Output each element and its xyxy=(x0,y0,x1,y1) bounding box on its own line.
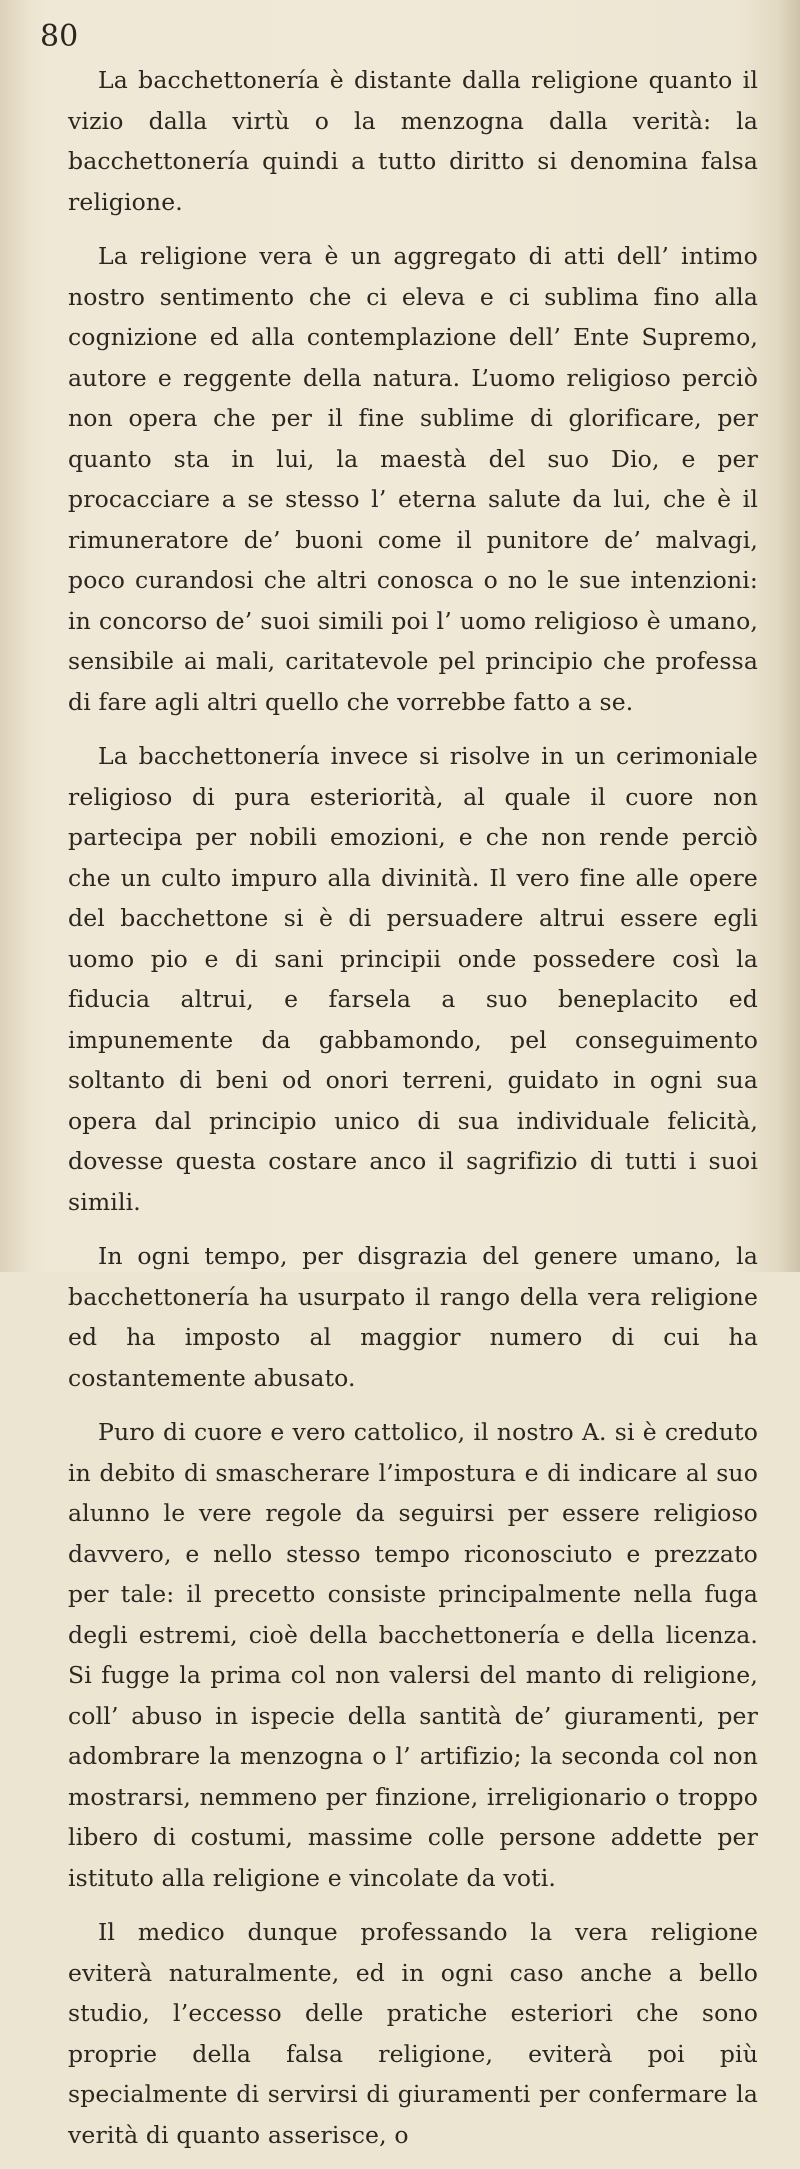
body-text xyxy=(68,60,758,2169)
page-number: 80 xyxy=(40,19,79,54)
page-gutter-shading xyxy=(0,0,30,1272)
paragraph-1: La bacchettonería è distante dalla religione quanto il vizio dalla virtù o la menzogna dalla verità: la bacchettonería quindi a tutto diritto si denomina falsa religione. xyxy=(68,66,758,216)
paragraph-2: La religione vera è un aggregato di atti dell’ intimo nostro sentimento che ci eleva e ci sublima fino alla cognizione ed alla contemplazione dell’ Ente Supremo, autore e reggente della natura. L’uomo religioso perciò non opera che per il fine sublime di glorificare, per quanto sta in lui, la maestà del suo Dio, e per procacciare a se stesso l’ eterna salute da lui, che è il rimuneratore de’ buoni come il punitore de’ malvagi, poco curandosi che altri conosca o no le sue intenzioni: in concorso de’ suoi simili poi l’ uomo religioso è umano, sensibile ai mali, caritatevole pel principio che professa di fare agli altri quello che vorrebbe fatto a se. xyxy=(68,242,758,716)
page-edge-shading xyxy=(778,0,800,1272)
paragraph-5: Puro di cuore e vero cattolico, il nostro A. si è creduto in debito di smascherare l’impostura e di indicare al suo alunno le vere regole da seguirsi per essere religioso davvero, e nello stesso tempo riconosciuto e prezzato per tale: il precetto consiste principalmente nella fuga degli estremi, cioè della bacchettonería e della licenza. Si fugge la prima col non valersi del manto di religione, coll’ abuso in ispecie della santità de’ giuramenti, per adombrare la menzogna o l’ artifizio; la seconda col non mostrarsi, nemmeno per finzione, irreligionario o troppo libero di costumi, massime colle persone addette per istituto alla religione e vincolate da voti. xyxy=(68,1418,758,1892)
paragraph-3: La bacchettonería invece si risolve in un cerimoniale religioso di pura esteriorità, al quale il cuore non partecipa per nobili emozioni, e che non rende perciò che un culto impuro alla divinità. Il vero fine alle opere del bacchettone si è di persuadere altrui essere egli uomo pio e di sani principii onde possedere così la fiducia altrui, e farsela a suo beneplacito ed impunemente da gabbamondo, pel conseguimento soltanto di beni od onori terreni, guidato in ogni sua opera dal principio unico di sua individuale felicità, dovesse questa costare anco il sagrifizio di tutti i suoi simili. xyxy=(68,742,758,1216)
paragraph-6: Il medico dunque professando la vera religione eviterà naturalmente, ed in ogni caso anche a bello studio, l’eccesso delle pratiche esteriori che sono proprie della falsa religione, eviterà poi più specialmente di servirsi di giuramenti per confermare la verità di quanto asserisce, o xyxy=(68,1918,758,2149)
paragraph-4: In ogni tempo, per disgrazia del genere umano, la bacchettonería ha usurpato il rango della vera religione ed ha imposto al maggior numero di cui ha costantemente abusato. xyxy=(68,1242,758,1392)
